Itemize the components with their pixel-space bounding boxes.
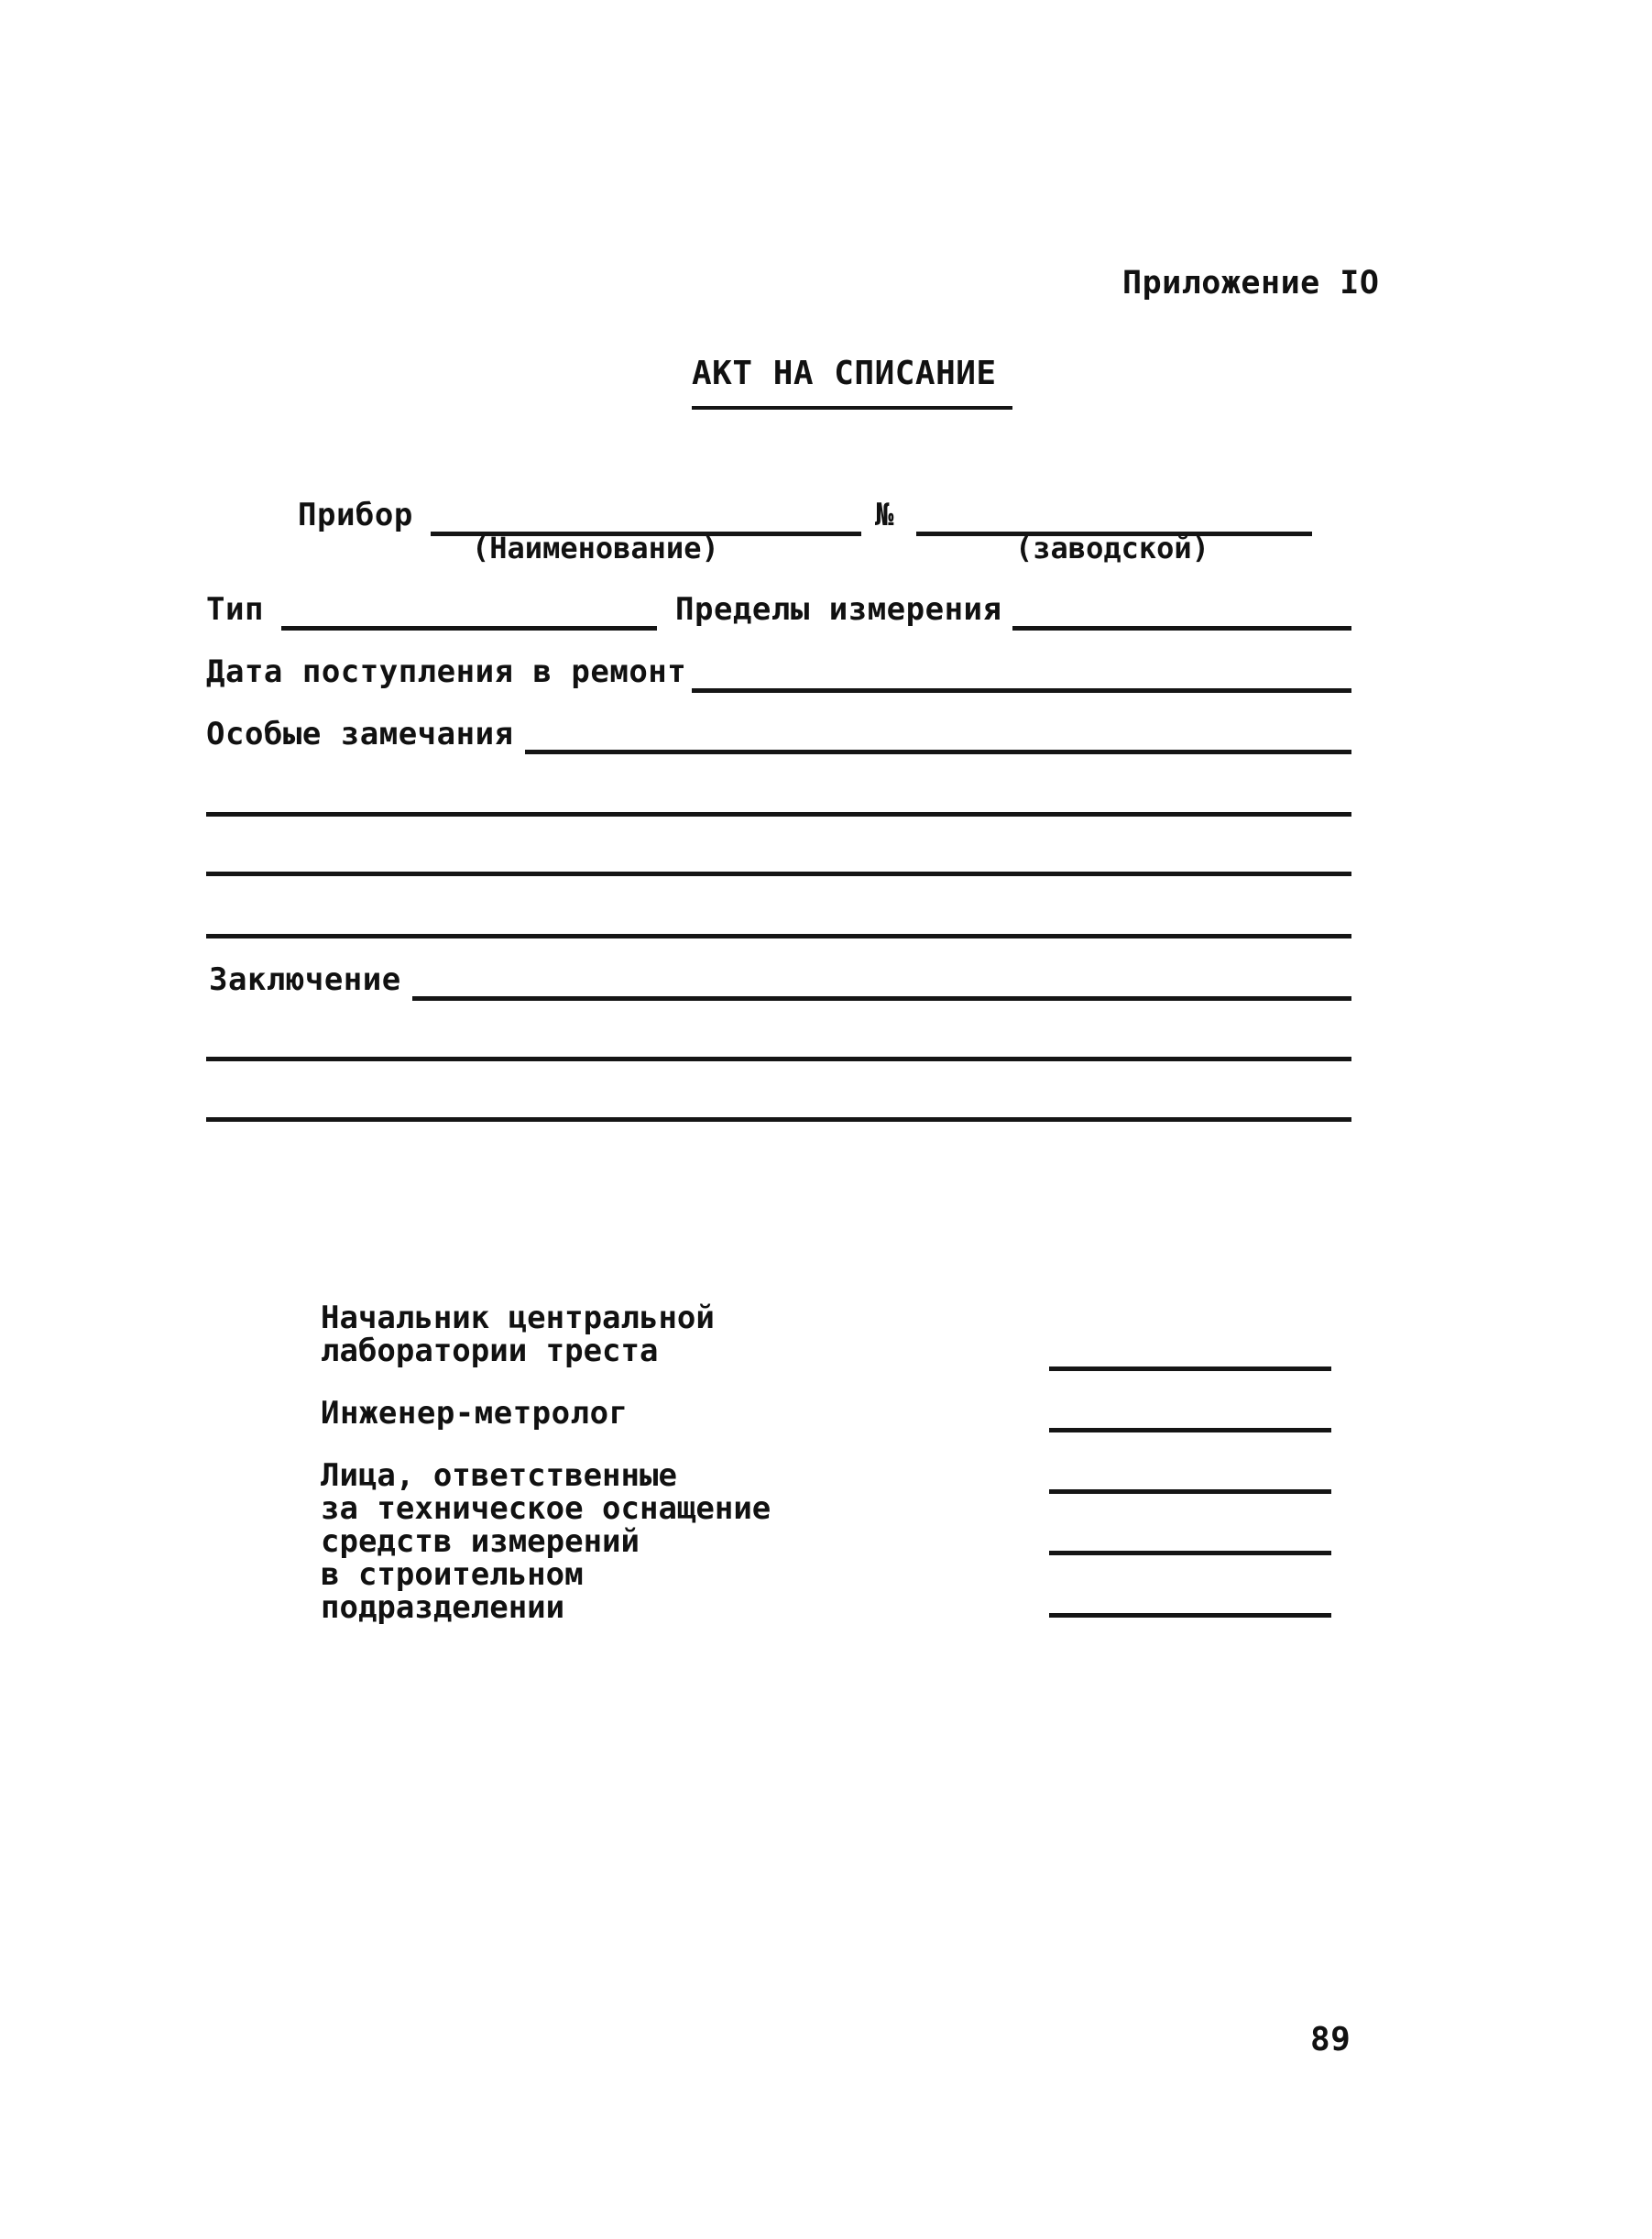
- responsible-line-5: подразделении: [321, 1589, 565, 1626]
- page-number: 89: [1310, 2021, 1351, 2058]
- conclusion-field-2[interactable]: [206, 1057, 1351, 1061]
- title-underline: [692, 406, 1012, 410]
- document-title: АКТ НА СПИСАНИЕ: [692, 355, 997, 392]
- conclusion-label: Заключение: [209, 961, 401, 998]
- responsible-line-3: средств измерений: [321, 1523, 640, 1560]
- head-of-lab-signature-field[interactable]: [1049, 1366, 1331, 1371]
- special-remarks-label: Особые замечания: [206, 716, 514, 752]
- responsible-line-4: в строительном: [321, 1556, 584, 1593]
- special-remarks-field-4[interactable]: [206, 934, 1351, 938]
- responsible-signature-field-3[interactable]: [1049, 1613, 1331, 1618]
- responsible-line-1: Лица, ответственные: [321, 1457, 677, 1494]
- head-of-lab-line-1: Начальник центральной: [321, 1300, 715, 1336]
- repair-date-label: Дата поступления в ремонт: [206, 653, 687, 690]
- responsible-signature-field-2[interactable]: [1049, 1551, 1331, 1555]
- type-field[interactable]: [281, 626, 657, 631]
- measurement-limits-label: Пределы измерения: [675, 591, 1002, 628]
- conclusion-field-3[interactable]: [206, 1117, 1351, 1122]
- head-of-lab-line-2: лаборатории треста: [321, 1333, 659, 1369]
- head-of-lab-label: [321, 1301, 715, 1367]
- device-label: Прибор: [298, 497, 413, 533]
- responsible-signature-field-1[interactable]: [1049, 1489, 1331, 1494]
- serial-number-caption: (заводской): [1015, 531, 1209, 565]
- responsible-line-2: за техническое оснащение: [321, 1490, 771, 1527]
- device-name-caption: (Наименование): [472, 531, 719, 565]
- special-remarks-field-1[interactable]: [525, 750, 1351, 754]
- number-sign: №: [875, 497, 894, 533]
- appendix-label: Приложение IO: [1122, 265, 1380, 302]
- measurement-limits-field[interactable]: [1012, 626, 1351, 631]
- conclusion-field-1[interactable]: [412, 996, 1351, 1001]
- special-remarks-field-3[interactable]: [206, 872, 1351, 876]
- repair-date-field[interactable]: [692, 688, 1351, 693]
- special-remarks-field-2[interactable]: [206, 812, 1351, 817]
- metrology-engineer-label: Инженер-метролог: [321, 1395, 629, 1432]
- metrology-engineer-signature-field[interactable]: [1049, 1428, 1331, 1432]
- responsible-persons-label: [321, 1459, 771, 1624]
- type-label: Тип: [206, 591, 264, 628]
